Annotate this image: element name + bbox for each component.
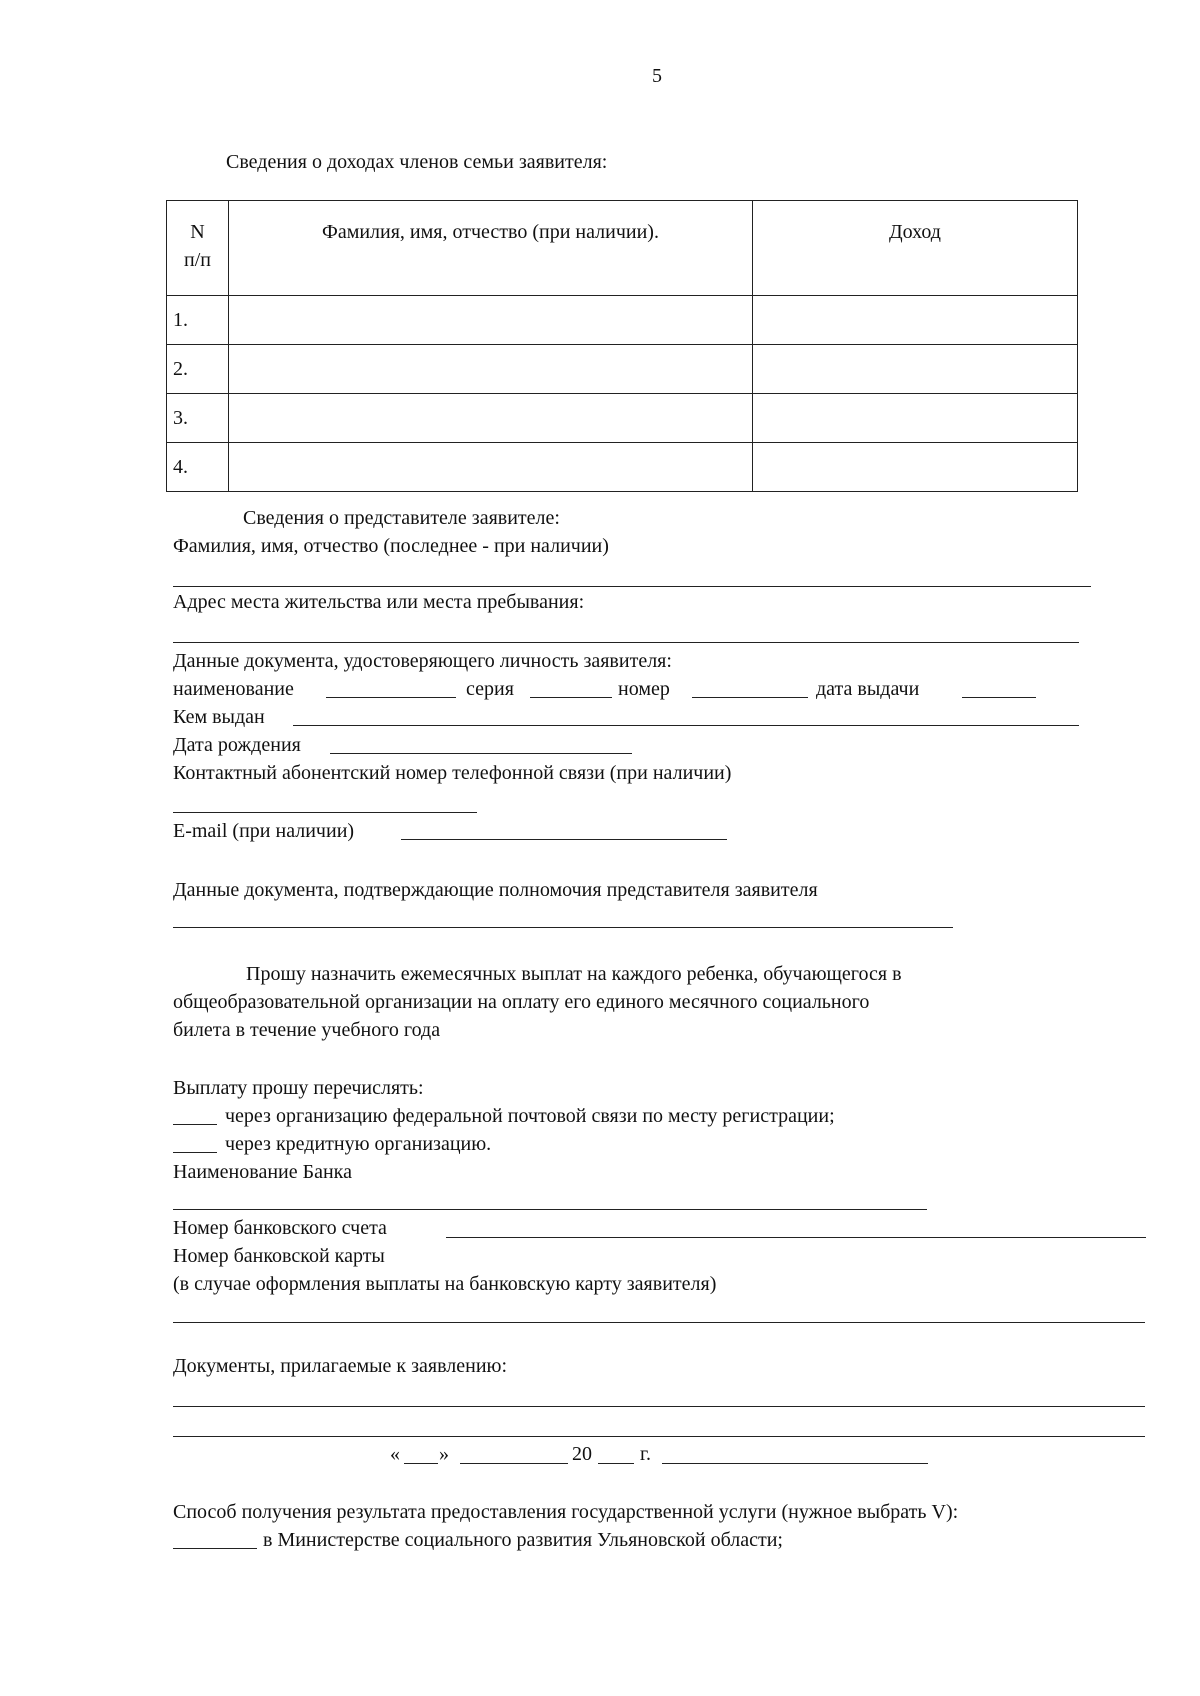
date-year-suffix: г. <box>640 1443 651 1465</box>
row-name-cell[interactable] <box>229 296 753 345</box>
rep-issue-date-line[interactable] <box>962 697 1036 698</box>
rep-issued-by-label: Кем выдан <box>173 706 265 728</box>
page-number: 5 <box>652 65 662 87</box>
rep-address-line[interactable] <box>173 642 1079 643</box>
result-method-label: Способ получения результата предоставления государственной услуги (нужное выбрать V): <box>173 1501 959 1523</box>
documents-line-1[interactable] <box>173 1406 1145 1407</box>
row-name-cell[interactable] <box>229 345 753 394</box>
header-num-line1: N <box>190 221 205 243</box>
bank-name-label: Наименование Банка <box>173 1161 352 1183</box>
row-num: 1. <box>167 296 229 345</box>
rep-series-line[interactable] <box>530 697 612 698</box>
table-row <box>167 345 1078 394</box>
bank-card-note: (в случае оформления выплаты на банковскую карту заявителя) <box>173 1273 717 1295</box>
header-name: Фамилия, имя, отчество (при наличии). <box>229 201 753 296</box>
date-day-line[interactable] <box>404 1463 438 1464</box>
result-option-ministry: в Министерстве социального развития Ульяновской области; <box>263 1529 783 1551</box>
bank-card-line[interactable] <box>173 1322 1145 1323</box>
row-num: 4. <box>167 443 229 492</box>
rep-number-line[interactable] <box>692 697 808 698</box>
rep-issued-by-line[interactable] <box>293 725 1079 726</box>
result-ministry-checkbox-line[interactable] <box>173 1548 257 1549</box>
request-line-1: Прошу назначить ежемесячных выплат на каждого ребенка, обучающегося в <box>246 963 902 985</box>
rep-series-label: серия <box>466 678 514 700</box>
table-row <box>167 443 1078 492</box>
rep-id-doc-label: Данные документа, удостоверяющего личность заявителя: <box>173 650 672 672</box>
date-year-line[interactable] <box>598 1463 634 1464</box>
rep-phone-label: Контактный абонентский номер телефонной связи (при наличии) <box>173 762 732 784</box>
bank-card-label: Номер банковской карты <box>173 1245 385 1267</box>
rep-email-label: E-mail (при наличии) <box>173 820 355 842</box>
rep-doc-name-label: наименование <box>173 678 294 700</box>
documents-label: Документы, прилагаемые к заявлению: <box>173 1355 508 1377</box>
income-table-header <box>167 201 1078 296</box>
bank-account-label: Номер банковского счета <box>173 1217 387 1239</box>
header-num <box>167 201 229 296</box>
row-income-cell[interactable] <box>753 394 1078 443</box>
rep-number-label: номер <box>618 678 670 700</box>
income-section-title: Сведения о доходах членов семьи заявителя: <box>226 151 608 173</box>
row-num: 2. <box>167 345 229 394</box>
request-line-2: общеобразовательной организации на оплату его единого месячного социального <box>173 991 870 1013</box>
payment-title: Выплату прошу перечислять: <box>173 1077 424 1099</box>
rep-phone-line[interactable] <box>173 812 477 813</box>
rep-doc-name-line[interactable] <box>326 697 456 698</box>
header-income: Доход <box>753 201 1078 296</box>
rep-address-label: Адрес места жительства или места пребывания: <box>173 591 585 613</box>
row-income-cell[interactable] <box>753 443 1078 492</box>
bank-name-line[interactable] <box>173 1209 927 1210</box>
rep-issue-date-label: дата выдачи <box>816 678 920 700</box>
payment-bank-checkbox-line[interactable] <box>173 1152 217 1153</box>
rep-authority-doc-line[interactable] <box>173 927 953 928</box>
rep-birth-date-label: Дата рождения <box>173 734 301 756</box>
row-name-cell[interactable] <box>229 443 753 492</box>
bank-account-line[interactable] <box>446 1237 1146 1238</box>
income-table <box>166 200 1078 492</box>
representative-title: Сведения о представителе заявителе: <box>243 507 560 529</box>
rep-authority-doc-label: Данные документа, подтверждающие полномочия представителя заявителя <box>173 879 818 901</box>
table-row <box>167 394 1078 443</box>
rep-fio-line[interactable] <box>173 586 1091 587</box>
header-num-line2: п/п <box>184 249 211 271</box>
date-open-quote: « <box>390 1443 400 1465</box>
row-name-cell[interactable] <box>229 394 753 443</box>
rep-fio-label: Фамилия, имя, отчество (последнее - при наличии) <box>173 535 609 557</box>
row-num: 3. <box>167 394 229 443</box>
payment-option-bank: через кредитную организацию. <box>225 1133 492 1155</box>
table-row <box>167 296 1078 345</box>
rep-email-line[interactable] <box>401 839 727 840</box>
date-close-quote: » <box>439 1443 449 1465</box>
rep-birth-date-line[interactable] <box>330 753 632 754</box>
request-line-3: билета в течение учебного года <box>173 1019 441 1041</box>
date-month-line[interactable] <box>460 1463 568 1464</box>
row-income-cell[interactable] <box>753 296 1078 345</box>
documents-line-2[interactable] <box>173 1436 1145 1437</box>
row-income-cell[interactable] <box>753 345 1078 394</box>
payment-option-post: через организацию федеральной почтовой связи по месту регистрации; <box>225 1105 835 1127</box>
date-year-prefix: 20 <box>572 1443 592 1465</box>
signature-line[interactable] <box>662 1463 928 1464</box>
payment-post-checkbox-line[interactable] <box>173 1124 217 1125</box>
